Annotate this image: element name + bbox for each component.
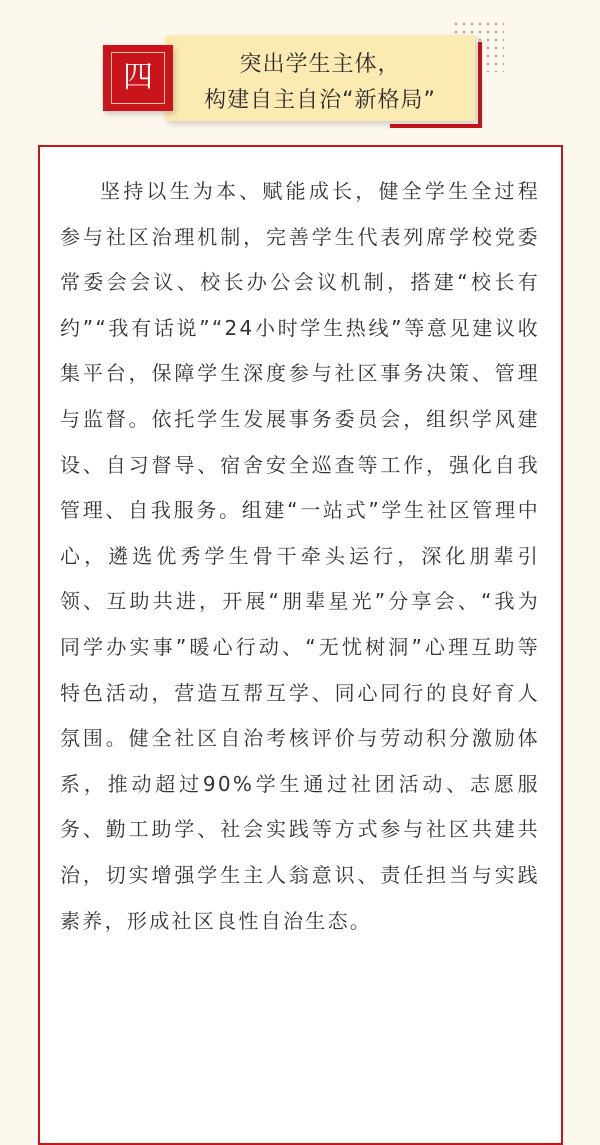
section-header [0,0,600,140]
section-title-panel [165,35,475,121]
section-title-line-1: 突出学生主体， [239,52,401,77]
section-number-badge [103,45,173,111]
article-content-box [38,145,563,1145]
section-title-line-2: 构建自主自治“新格局” [204,88,436,113]
article-paragraph: 坚持以生为本、赋能成长，健全学生全过程参与社区治理机制，完善学生代表列席学校党委常委会会议、校长办公会议机制，搭建“校长有约”“我有话说”“24小时学生热线”等意见建议收集平台，保障学生深度参与社区事务决策、管理与监督。依托学生发展事务委员会，组织学风建设、自习督导、宿舍安全巡查等工作，强化自我管理、自我服务。组建“一站式”学生社区管理中心，遴选优秀学生骨干牵头运行，深化朋辈引领、互助共进，开展“朋辈星光”分享会、“我为同学办实事”暖心行动、“无忧树洞”心理互助等特色活动，营造互帮互学、同心同行的良好育人氛围。健全社区自治考核评价与劳动积分激励体系，推动超过90%学生通过社团活动、志愿服务、勤工助学、社会实践等方式参与社区共建共治，切实增强学生主人翁意识、责任担当与实践素养，形成社区良性自治生态。 [60,179,540,933]
section-number: 四 [111,52,165,104]
